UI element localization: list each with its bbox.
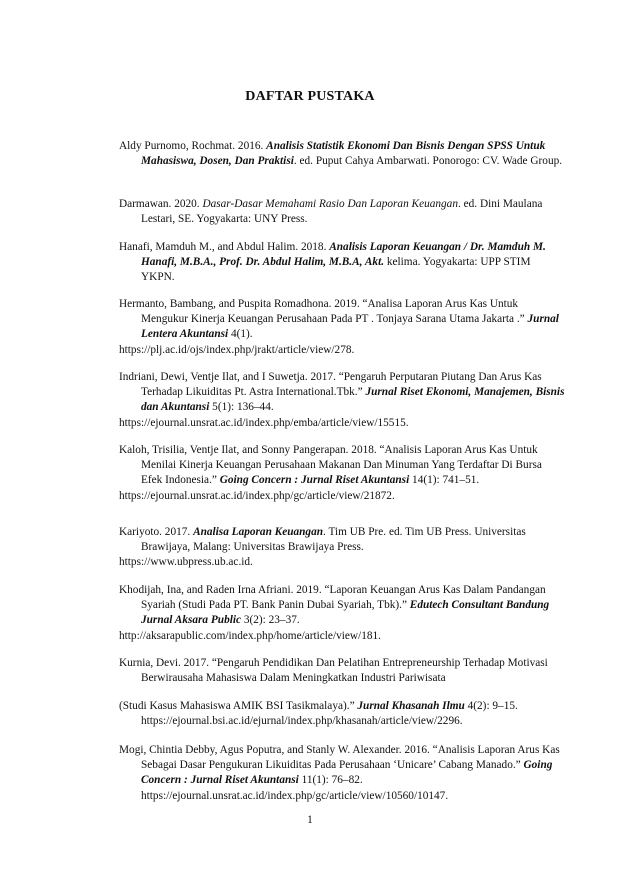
- reference-work-title: Analisa Laporan Keuangan: [193, 526, 324, 538]
- reference-entry: [119, 743, 566, 804]
- reference-work-title: Jurnal Lentera Akuntansi: [141, 313, 559, 341]
- reference-entry: [119, 139, 566, 169]
- reference-text: Darmawan. 2020.: [119, 198, 203, 210]
- reference-text: 3(2): 23–37.: [241, 614, 300, 627]
- reference-text: 14(1): 741–51.: [409, 474, 480, 487]
- reference-text: . ed. Dini Maulana Lestari, SE. Yogyakarta: UNY Press.: [141, 198, 543, 226]
- reference-text: Indriani, Dewi, Ventje Ilat, and I Suwetja. 2017. “Pengaruh Perputaran Piutang Dan Arus Kas Terhadap Likuiditas Pt. Astra International.Tbk.”: [119, 371, 542, 399]
- reference-work-title: Dasar-Dasar Memahami Rasio Dan Laporan Keuangan: [202, 198, 458, 210]
- reference-url[interactable]: https://plj.ac.id/ojs/index.php/jrakt/article/view/278.: [119, 343, 355, 356]
- reference-text: . Tim UB Pre. ed. Tim UB Press. Universitas Brawijaya, Malang: Universitas Brawijaya Press.: [141, 526, 526, 554]
- reference-entry: [119, 525, 566, 571]
- reference-text: Hanafi, Mamduh M., and Abdul Halim. 2018.: [119, 241, 330, 253]
- reference-text: (Studi Kasus Mahasiswa AMIK BSI Tasikmalaya).”: [119, 700, 358, 712]
- reference-text: kelima. Yogyakarta: UPP STIM YKPN.: [141, 256, 531, 284]
- reference-text: 4(2): 9–15. https://ejournal.bsi.ac.id/ejurnal/index.php/khasanah/article/view/2296.: [141, 700, 518, 728]
- reference-work-title: Edutech Consultant Bandung Jurnal Aksara Public: [141, 599, 550, 627]
- reference-text: Aldy Purnomo, Rochmat. 2016.: [119, 140, 267, 152]
- reference-work-title: Analisis Statistik Ekonomi Dan Bisnis Dengan SPSS Untuk Mahasiswa, Dosen, Dan Praktisi: [141, 140, 546, 168]
- reference-text: 4(1).: [228, 328, 253, 341]
- reference-text: Mogi, Chintia Debby, Agus Poputra, and Stanly W. Alexander. 2016. “Analisis Laporan Arus Kas Sebagai Dasar Pengukuran Likuiditas Pada Perusahaan ‘Unicare’ Cabang Manado.”: [119, 744, 560, 772]
- reference-entry-continued: [119, 699, 566, 729]
- reference-text: Kaloh, Trisilia, Ventje Ilat, and Sonny Pangerapan. 2018. “Analisis Laporan Arus Kas Untuk Menilai Kinerja Keuangan Perusahaan Makanan Dan Minuman Yang Terdaftar Di Bursa Efek Indonesia.”: [119, 444, 542, 487]
- reference-entry: [119, 370, 566, 431]
- reference-entry: [119, 443, 566, 504]
- reference-url[interactable]: https://www.ubpress.ub.ac.id.: [119, 556, 253, 569]
- page-title: DAFTAR PUSTAKA: [245, 89, 375, 104]
- reference-entry: [119, 656, 566, 686]
- reference-text: 11(1): 76–82. https://ejournal.unsrat.ac.id/index.php/gc/article/view/10560/10147.: [141, 774, 449, 802]
- reference-url[interactable]: https://ejournal.unsrat.ac.id/index.php/gc/article/view/21872.: [119, 489, 395, 502]
- reference-entry: [119, 197, 566, 227]
- reference-entry: [119, 240, 566, 286]
- reference-entry: [119, 583, 566, 644]
- reference-text: Khodijah, Ina, and Raden Irna Afriani. 2019. “Laporan Keuangan Arus Kas Dalam Pandangan Syariah (Studi Pada PT. Bank Panin Dubai Syariah, Tbk).”: [119, 584, 546, 612]
- reference-text: . ed. Puput Cahya Ambarwati. Ponorogo: CV. Wade Group.: [293, 155, 563, 168]
- reference-url[interactable]: http://aksarapublic.com/index.php/home/article/view/181.: [119, 629, 381, 642]
- reference-text: Hermanto, Bambang, and Puspita Romadhona. 2019. “Analisa Laporan Arus Kas Untuk Mengukur Kinerja Keuangan Perusahaan Pada PT . Tonjaya Sarana Utama Jakarta .”: [119, 298, 528, 326]
- reference-text: Kariyoto. 2017.: [119, 526, 194, 538]
- reference-text: Kurnia, Devi. 2017. “Pengaruh Pendidikan Dan Pelatihan Entrepreneurship Terhadap Motivasi Berwirausaha Mahasiswa Dalam Meningkatkan Industri Pariwisata: [119, 657, 548, 685]
- reference-work-title: Jurnal Khasanah Ilmu: [357, 700, 465, 712]
- reference-work-title: Jurnal Riset Ekonomi, Manajemen, Bisnis dan Akuntansi: [141, 386, 565, 414]
- page-number: 1: [307, 814, 313, 826]
- reference-url[interactable]: https://ejournal.unsrat.ac.id/index.php/emba/article/view/15515.: [119, 416, 409, 429]
- reference-work-title: Analisis Laporan Keuangan / Dr. Mamduh M. Hanafi, M.B.A., Prof. Dr. Abdul Halim, M.B.A, Akt.: [141, 241, 546, 269]
- reference-work-title: Going Concern : Jurnal Riset Akuntansi: [219, 474, 410, 487]
- reference-text: 5(1): 136–44.: [209, 401, 274, 414]
- reference-entry: [119, 297, 566, 358]
- reference-work-title: Going Concern : Jurnal Riset Akuntansi: [141, 759, 553, 787]
